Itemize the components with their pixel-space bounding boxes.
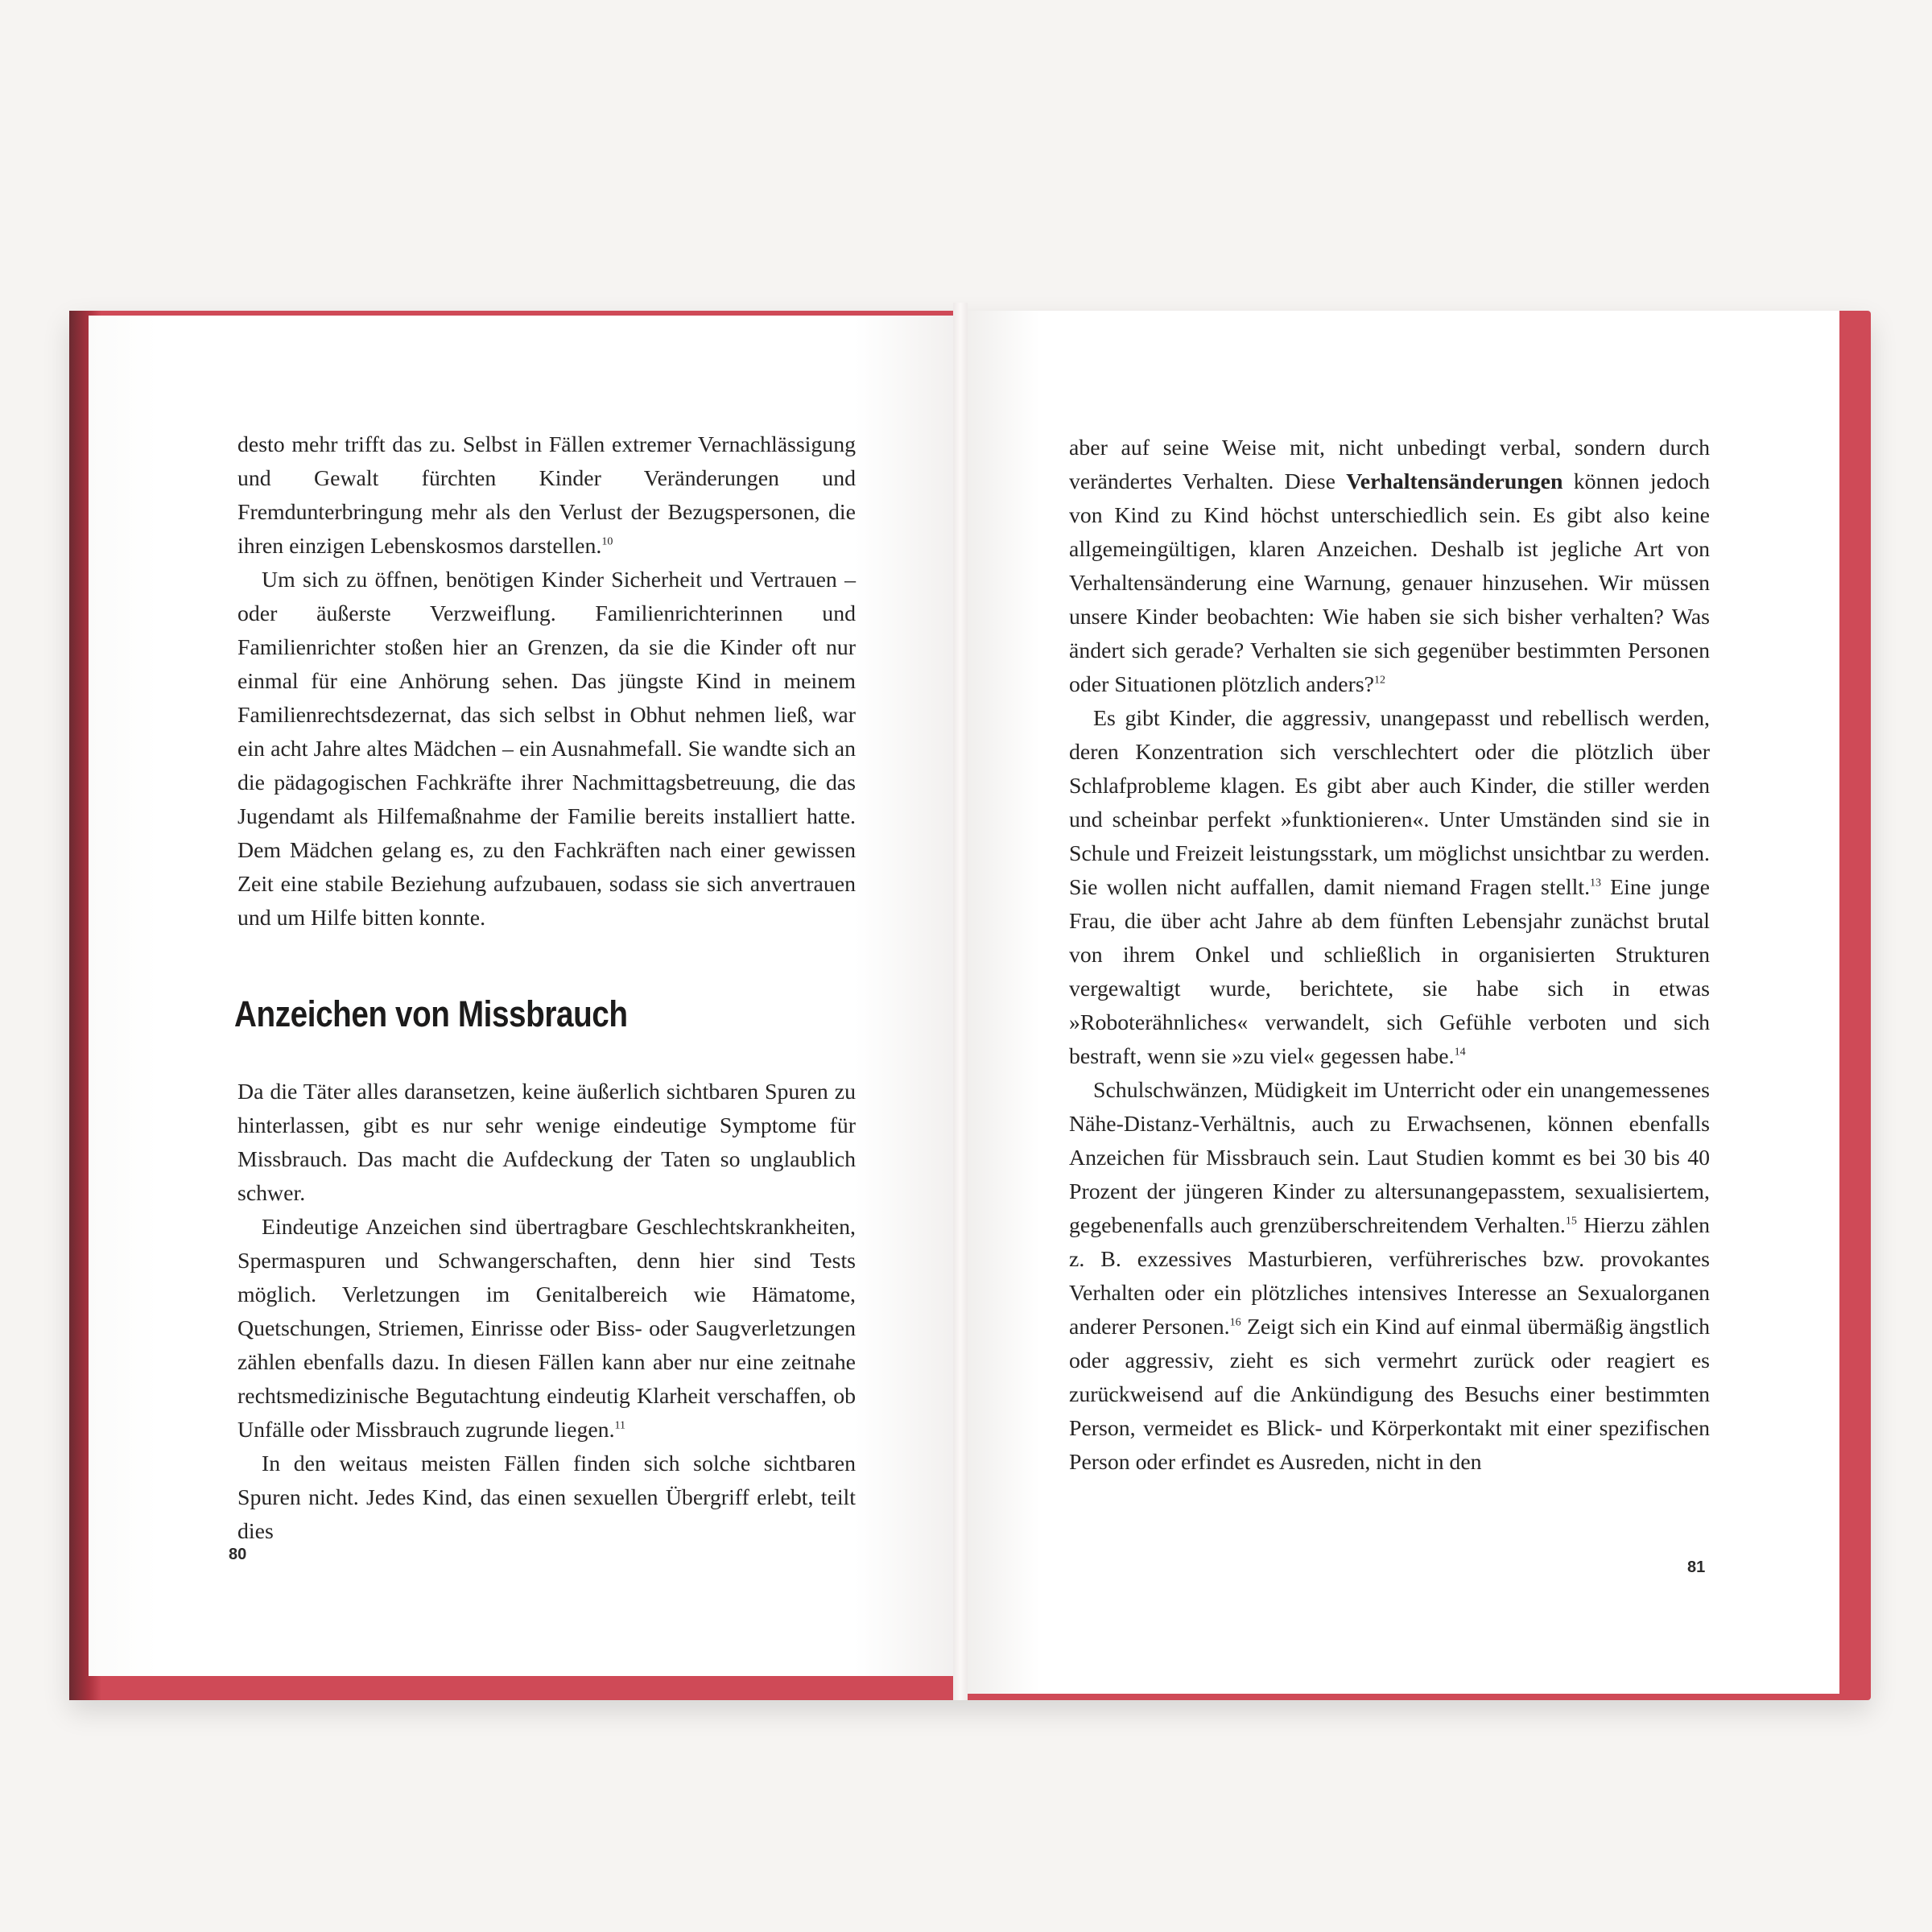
book-gutter [953, 303, 968, 1700]
footnote-ref: 13 [1590, 877, 1602, 890]
paragraph: Schulschwänzen, Müdigkeit im Unterricht oder ein unangemessenes Nähe-Distanz-Verhältnis, auch zu Erwachsenen, können ebenfalls Anzeichen für Missbrauch sein. Laut Studien kommt es bei 30 bis 40 Prozent der jüngeren Kinder zu altersunangepasstem, sexualisiertem, gegebenenfalls auch grenzüberschreitendem Verhalten.$^{15}$ Hierzu zählen z. B. exzessives Masturbieren, verführerisches bzw. provokantes Verhalten oder ein plötzliches intensives Interesse an Sexualorganen anderer Personen.$^{16}$ Zeigt sich ein Kind auf einmal übermäßig ängstlich oder aggressiv, zieht es sich vermehrt zurück oder reagiert es zurückweisend auf die Ankündigung des Besuchs einer bestimmten Person, vermeidet es Blick- und Körperkontakt mit einer spezifischen Person oder erfindet es Ausreden, nicht in den [1069, 1078, 1710, 1475]
footnote-ref: 10 [601, 535, 613, 548]
paragraph: Eindeutige Anzeichen sind übertragbare Geschlechtskrankheiten, Spermaspuren und Schwangerschaften, denn hier sind Tests möglich. Verletzungen im Genitalbereich wie Hämatome, Quetschungen, Striemen, Einrisse oder Biss- oder Saugverletzungen zählen ebenfalls dazu. In diesen Fällen kann aber nur eine zeitnahe rechtsmedizinische Begutachtung eindeutig Klarheit verschaffen, ob Unfälle oder Missbrauch zugrunde liegen.$^{11}$ [237, 1215, 856, 1443]
left-page-text-top [237, 428, 856, 935]
page-number-left: 80 [229, 1546, 247, 1563]
left-page-text-bottom [237, 1075, 856, 1549]
footnote-ref: 14 [1454, 1046, 1466, 1059]
footnote-ref: 12 [1374, 674, 1386, 687]
page-number-right: 81 [1687, 1558, 1706, 1576]
right-page-text [1069, 431, 1710, 1480]
section-heading: Anzeichen von Missbrauch [234, 993, 628, 1034]
paragraph: Da die Täter alles daransetzen, keine äußerlich sichtbaren Spuren zu hinterlassen, gibt es nur sehr wenige eindeutige Symptome für Missbrauch. Das macht die Aufdeckung der Taten so unglaublich schwer. [237, 1080, 856, 1206]
paragraph: Es gibt Kinder, die aggressiv, unangepasst und rebellisch werden, deren Konzentration sich verschlechtert oder die plötzlich über Schlafprobleme klagen. Es gibt aber auch Kinder, die stiller werden und scheinbar perfekt »funktionieren«. Unter Umständen sind sie in Schule und Freizeit leistungsstark, um möglichst unsichtbar zu werden. Sie wollen nicht auffallen, damit niemand Fragen stellt.$^{13}$ Eine junge Frau, die über acht Jahre ab dem fünften Lebensjahr zunächst brutal von ihrem Onkel und schließlich in organisierten Strukturen vergewaltigt wurde, berichtete, sie habe sich in etwas »Roboterähnliches« verwandelt, sich Gefühle verboten und sich bestraft, wenn sie »zu viel« gegessen habe.$^{14}$ [1069, 706, 1710, 1069]
footnote-ref: 16 [1229, 1316, 1241, 1329]
paragraph: In den weitaus meisten Fällen finden sich solche sichtbaren Spuren nicht. Jedes Kind, das einen sexuellen Übergriff erlebt, teilt dies [237, 1451, 856, 1544]
footnote-ref: 15 [1565, 1215, 1577, 1228]
paragraph: desto mehr trifft das zu. Selbst in Fällen extremer Vernachlässigung und Gewalt fürchten Kinder Veränderungen und Fremdunterbringung mehr als den Verlust der Bezugspersonen, die ihren einzigen Lebenskosmos darstellen.$^{10}$ [237, 432, 856, 559]
paragraph: aber auf seine Weise mit, nicht unbedingt verbal, sondern durch verändertes Verhalten. Diese Verhaltensänderungen können jedoch von Kind zu Kind höchst unterschiedlich sein. Es gibt also keine allgemeingültigen, klaren Anzeichen. Deshalb ist jegliche Art von Verhaltensänderung eine Warnung, genauer hinzusehen. Wir müssen unsere Kinder beobachten: Wie haben sie sich bisher verhalten? Was ändert sich gerade? Verhalten sie sich gegenüber bestimmten Personen oder Situationen plötzlich anders?$^{12}$ [1069, 436, 1710, 697]
bold-term: Verhaltensänderungen [1346, 469, 1563, 494]
footnote-ref: 11 [614, 1419, 626, 1432]
paragraph: Um sich zu öffnen, benötigen Kinder Sicherheit und Vertrauen – oder äußerste Verzweiflung. Familienrichterinnen und Familienrichter stoßen hier an Grenzen, da sie die Kinder oft nur einmal für eine Anhörung sehen. Das jüngste Kind in meinem Familienrechtsdezernat, das sich selbst in Obhut nehmen ließ, war ein acht Jahre altes Mädchen – ein Ausnahmefall. Sie wandte sich an die pädagogischen Fachkräfte ihrer Nachmittagsbetreuung, die das Jugendamt als Hilfemaßnahme der Familie bereits installiert hatte. Dem Mädchen gelang es, zu den Fachkräften nach einer gewissen Zeit eine stabile Beziehung aufzubauen, sodass sie sich anvertrauen und um Hilfe bitten konnte. [237, 568, 856, 931]
